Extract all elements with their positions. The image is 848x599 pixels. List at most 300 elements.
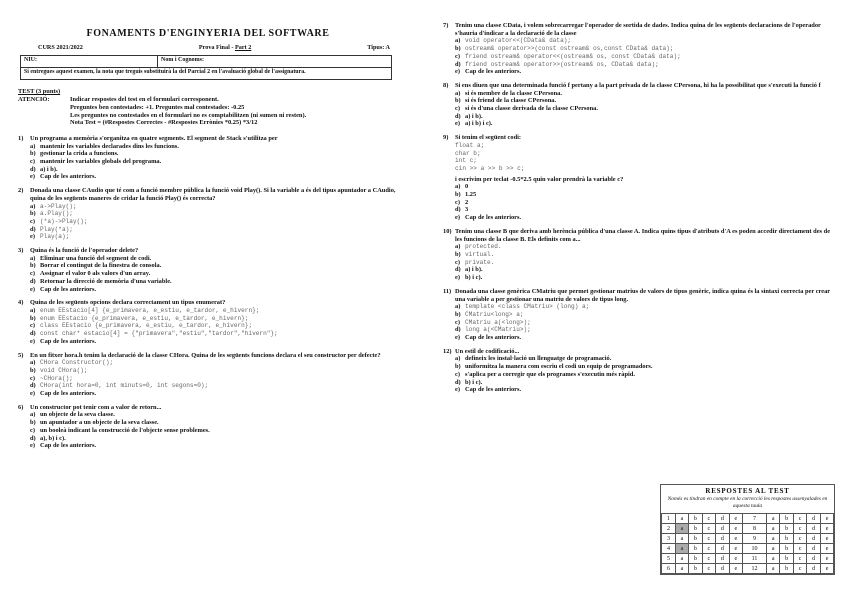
code-line: cin >> a >> b >> c; <box>455 164 525 172</box>
answer-option <box>18 375 398 383</box>
option-text: template <class CMatriu> (long) a; <box>465 303 590 311</box>
question-number-cell: 7 <box>742 514 767 524</box>
course-year: CURS 2021/2022 <box>38 43 83 51</box>
answer-cell[interactable]: a <box>767 554 780 564</box>
answer-option <box>443 113 835 121</box>
option-letter: e) <box>455 334 460 342</box>
exam-type: Tipus: A <box>367 43 390 51</box>
option-text: Eliminar una funció del segment de codi. <box>40 254 152 262</box>
answer-option <box>18 233 398 241</box>
option-text: long a(<CMatriu>); <box>465 326 531 334</box>
question-number: 10) <box>443 227 452 235</box>
option-text: Cap de les anteriors. <box>465 334 522 342</box>
option-text: si és d'una classe derivada de la classe CPersona. <box>465 105 598 113</box>
question-header <box>443 134 835 142</box>
answer-option <box>18 210 398 218</box>
right-column <box>443 0 835 394</box>
option-text: a) i b). <box>40 165 58 173</box>
question-number: 9) <box>443 134 449 142</box>
answer-cell[interactable]: a <box>767 534 780 544</box>
answer-option <box>443 120 835 128</box>
option-text: CHora(int hora=0, int minuts=0, int segons=0); <box>40 382 209 390</box>
answer-cell[interactable]: a <box>767 564 780 574</box>
option-letter: a) <box>455 37 461 45</box>
question <box>443 228 835 282</box>
question-header <box>18 404 398 412</box>
option-letter: c) <box>455 370 460 378</box>
answer-cell[interactable]: e <box>821 534 834 544</box>
option-text: b) i c). <box>465 378 483 386</box>
question-header <box>18 135 398 143</box>
question <box>18 299 398 345</box>
answer-cell[interactable]: a <box>676 534 689 544</box>
answer-option <box>18 411 398 419</box>
answer-option <box>443 243 835 251</box>
answer-option <box>18 435 398 443</box>
option-letter: b) <box>30 262 36 270</box>
question <box>443 82 835 128</box>
option-letter: d) <box>455 112 461 120</box>
answer-option <box>443 311 835 319</box>
option-letter: a) <box>455 303 461 311</box>
option-text: friend ostream& operator<<(ostream& os, const CData& data); <box>465 52 681 60</box>
question <box>18 187 398 241</box>
question-number: 2) <box>18 187 24 195</box>
option-text: ~CHora(); <box>40 374 73 382</box>
code-block <box>443 142 835 173</box>
question-number-cell: 2 <box>662 524 676 534</box>
answer-option <box>18 143 398 151</box>
answer-cell[interactable]: d <box>715 514 729 524</box>
question <box>18 404 398 450</box>
option-letter: b) <box>30 366 36 374</box>
option-text: si és membre de la classe CPersona. <box>465 89 562 97</box>
option-text: a->Play(); <box>40 202 77 210</box>
question <box>443 22 835 76</box>
question-number-cell: 8 <box>742 524 767 534</box>
option-text: Borrar el contingut de la finestra de consola. <box>40 262 162 270</box>
question-number: 1) <box>18 134 24 142</box>
option-text: mantenir les variables declarades dins les funcions. <box>40 142 179 150</box>
question-text: Un estil de codificació... <box>455 347 520 355</box>
option-letter: d) <box>455 206 461 214</box>
question-text: Un programa a memòria s'organitza en quatre segments. El segment de Stack s'utilitza per <box>30 134 278 142</box>
option-text: CMatriu<long> a; <box>465 310 524 318</box>
answer-option <box>443 363 835 371</box>
question-text: Si tenim el següent codi: <box>455 134 522 142</box>
option-letter: d) <box>30 277 36 285</box>
option-letter: a) <box>455 183 461 191</box>
option-letter: e) <box>455 214 460 222</box>
option-letter: b) <box>455 363 461 371</box>
answer-option <box>18 359 398 367</box>
answer-option <box>443 259 835 267</box>
answer-row <box>662 544 834 554</box>
answer-option <box>18 203 398 211</box>
question-number-cell: 5 <box>662 554 676 564</box>
exam-title: FONAMENTS D'ENGINYERIA DEL SOFTWARE <box>86 28 330 39</box>
option-letter: b) <box>30 210 36 218</box>
answer-row <box>662 514 834 524</box>
answer-cell[interactable]: c <box>794 524 807 534</box>
question-number-cell: 12 <box>742 564 767 574</box>
question <box>443 348 835 394</box>
answer-option <box>443 274 835 282</box>
answer-option <box>443 105 835 113</box>
answer-option <box>443 379 835 387</box>
option-text: protected. <box>465 243 502 251</box>
question-number: 7) <box>443 22 449 29</box>
exam-note: Si entregues aquest examen, la nota que treguis substituirà la del Parcial 2 en l'avaluació global de l'assignatura. <box>21 68 392 80</box>
answer-option <box>18 218 398 226</box>
option-text: 1.25 <box>465 191 477 199</box>
answer-cell[interactable]: b <box>780 554 794 564</box>
answer-cell[interactable]: c <box>794 534 807 544</box>
answer-cell[interactable]: b <box>780 514 794 524</box>
answer-option <box>443 206 835 214</box>
option-letter: c) <box>455 52 460 60</box>
answer-cell[interactable]: c <box>794 514 807 524</box>
option-text: CHora Constructor(); <box>40 359 114 367</box>
question-text: Un constructor pot tenir com a valor de retorn... <box>30 403 162 411</box>
answer-cell[interactable]: d <box>715 544 729 554</box>
option-text: enum EEstacio {e_primavera, e_estiu, e_tardor, e_hivern}; <box>40 314 249 322</box>
answer-cell[interactable]: e <box>821 514 834 524</box>
answer-cell[interactable]: c <box>702 554 715 564</box>
answer-option <box>18 330 398 338</box>
code-line: float a; <box>455 141 485 149</box>
option-letter: b) <box>30 419 36 427</box>
answer-cell[interactable]: c <box>794 554 807 564</box>
question-text: En un fitxer hora.h tenim la declaració de la classe CHora. Quina de les següents funcions declara el seu constructor per defecte? <box>30 351 381 359</box>
answer-option <box>18 226 398 234</box>
answer-option <box>18 322 398 330</box>
answer-sheet <box>660 484 835 575</box>
answer-cell[interactable]: b <box>780 524 794 534</box>
answer-option <box>18 270 398 278</box>
option-letter: c) <box>30 158 35 166</box>
option-text: CMatriu a(<long>); <box>465 318 531 326</box>
option-letter: a) <box>30 142 36 150</box>
answer-row <box>662 534 834 544</box>
answer-cell[interactable]: e <box>729 524 742 534</box>
answer-option <box>18 150 398 158</box>
option-letter: a) <box>455 89 461 97</box>
answer-cell[interactable]: d <box>715 554 729 564</box>
option-letter: e) <box>455 386 460 394</box>
option-letter: a) <box>455 243 461 251</box>
question-text: Donada una classe genèrica CMatriu que permet gestionar matrius de valors de tipus genèric, indica quina és la sintaxi correcta per crear una variable a per gestionar una matriu de valors de tipus long. <box>455 287 831 303</box>
instruction-line: Les preguntes no contestades en el formulari no es comptabilitzen (ni sumen ni resten). <box>70 111 307 119</box>
answer-cell[interactable]: a <box>676 514 689 524</box>
answer-cell[interactable]: c <box>794 544 807 554</box>
answer-option <box>18 390 398 398</box>
question <box>18 247 398 293</box>
option-letter: d) <box>30 330 36 338</box>
question-header <box>18 187 398 202</box>
option-text: a.Play(); <box>40 210 73 218</box>
answer-grid <box>661 513 834 574</box>
answer-option <box>18 286 398 294</box>
left-column <box>18 0 398 450</box>
option-text: const char* estacio[4] = {"primavera","estiu","tardor","hivern"}; <box>40 330 278 338</box>
answer-cell[interactable]: d <box>715 534 729 544</box>
student-info-table <box>20 55 392 80</box>
question-text: Quina és la funció de l'operador delete? <box>30 247 139 255</box>
answer-cell[interactable]: d <box>807 554 821 564</box>
option-text: Cap de les anteriors. <box>40 442 97 450</box>
option-text: a), b) i c). <box>40 434 66 442</box>
option-letter: e) <box>30 173 35 181</box>
option-text: Retornar la direcció de memòria d'una variable. <box>40 277 172 285</box>
option-letter: e) <box>455 274 460 282</box>
answer-option <box>18 166 398 174</box>
answer-cell[interactable]: d <box>807 524 821 534</box>
option-letter: c) <box>30 322 35 330</box>
atencio-label: ATENCIÓ: <box>18 96 50 104</box>
option-letter: e) <box>455 120 460 128</box>
option-letter: c) <box>30 426 35 434</box>
answer-cell[interactable]: a <box>767 514 780 524</box>
answer-option <box>18 442 398 450</box>
answer-row <box>662 554 834 564</box>
answer-option <box>18 419 398 427</box>
option-letter: b) <box>455 45 461 53</box>
option-text: 2 <box>465 198 469 206</box>
option-text: un booleà indicant la construcció de l'objecte sense problemes. <box>40 426 210 434</box>
answer-cell[interactable]: b <box>688 554 702 564</box>
question-number: 3) <box>18 247 24 255</box>
answer-cell[interactable]: a <box>676 554 689 564</box>
option-text: Play(*a); <box>40 225 73 233</box>
answer-cell[interactable]: c <box>702 544 715 554</box>
code-line: int c; <box>455 157 477 165</box>
question <box>18 135 398 181</box>
option-letter: c) <box>30 217 35 225</box>
option-text: b) i c). <box>465 274 483 282</box>
question-number-cell: 9 <box>742 534 767 544</box>
answer-cell[interactable]: c <box>702 534 715 544</box>
option-text: (*a)->Play(); <box>40 217 88 225</box>
answer-cell[interactable]: b <box>688 514 702 524</box>
option-letter: e) <box>30 337 35 345</box>
option-letter: c) <box>455 105 460 113</box>
answer-cell[interactable]: c <box>702 564 715 574</box>
option-text: gestionar la crida a funcions. <box>40 150 119 158</box>
question-number-cell: 1 <box>662 514 676 524</box>
answer-option <box>18 382 398 390</box>
answer-cell[interactable]: e <box>729 534 742 544</box>
answer-option <box>443 53 835 61</box>
test-heading: TEST (3 punts) <box>18 88 61 96</box>
option-letter: b) <box>30 150 36 158</box>
question-text: i escrivim per teclat -0.5*2.5 quin valor prendrà la variable c? <box>455 175 624 183</box>
question-header <box>18 247 398 255</box>
option-letter: a) <box>30 359 36 367</box>
answer-row <box>662 524 834 534</box>
option-letter: a) <box>30 306 36 314</box>
answer-option <box>443 37 835 45</box>
answer-option <box>18 255 398 263</box>
question-number: 5) <box>18 351 24 359</box>
answer-cell[interactable]: a <box>676 564 689 574</box>
question-header <box>18 352 398 360</box>
question-number: 6) <box>18 403 24 411</box>
answer-row <box>662 564 834 574</box>
answer-option <box>443 97 835 105</box>
option-text: s'aplica per a corregir que els programes s'executin més ràpid. <box>465 370 635 378</box>
option-text: Cap de les anteriors. <box>40 337 97 345</box>
answer-option <box>443 319 835 327</box>
option-letter: e) <box>30 233 35 241</box>
question-number-cell: 10 <box>742 544 767 554</box>
option-text: virtual. <box>465 250 495 258</box>
option-text: un objecte de la seva classe. <box>40 411 115 419</box>
option-letter: b) <box>455 191 461 199</box>
answer-option <box>443 214 835 222</box>
question-text: Donada una classe CAudio que té com a funció membre pública la funció void Play(). Si la variable a és del tipus apuntador a CAudio, quina de les següents maneres de cridar la funció Play() és correcta? <box>30 187 396 202</box>
answer-cell[interactable]: e <box>821 554 834 564</box>
option-letter: e) <box>455 68 460 76</box>
option-letter: d) <box>455 266 461 274</box>
answer-cell[interactable]: a <box>676 544 689 554</box>
option-text: un apuntador a un objecte de la seva classe. <box>40 419 159 427</box>
answer-cell[interactable]: d <box>807 544 821 554</box>
option-text: Cap de les anteriors. <box>40 390 97 398</box>
questions-right <box>443 22 835 394</box>
option-letter: d) <box>30 225 36 233</box>
option-text: Assignar el valor 0 als valors d'un array. <box>40 270 151 278</box>
answer-option <box>18 315 398 323</box>
answer-option <box>18 307 398 315</box>
answer-option <box>18 173 398 181</box>
code-line: char b; <box>455 149 481 157</box>
answer-cell[interactable]: d <box>807 514 821 524</box>
option-letter: a) <box>30 411 36 419</box>
option-text: a) i b) i c). <box>465 120 493 128</box>
question-text: Tenim una classe CData, i volem sobrecarregar l'operador de sortida de dades. Indica quina de les següents declaracions de l'operador s'hauria d'indicar a la declaració de la classe <box>455 22 821 37</box>
answer-cell[interactable]: c <box>702 514 715 524</box>
answer-option <box>18 278 398 286</box>
answer-cell[interactable]: b <box>780 534 794 544</box>
answer-cell[interactable]: e <box>821 544 834 554</box>
option-text: Play(a); <box>40 233 70 241</box>
answer-sheet-title: RESPOSTES AL TEST <box>705 487 790 495</box>
answer-option <box>443 191 835 199</box>
option-text: Cap de les anteriors. <box>465 68 522 76</box>
question-text: Tenim una classe B que deriva amb herència pública d'una classe A. Indica quins tipus d'atributs d'A es poden accedir directament des de les funcions de la classe B. Els definits com a... <box>455 227 831 243</box>
option-letter: d) <box>455 326 461 334</box>
answer-cell[interactable]: c <box>794 564 807 574</box>
answer-option <box>443 386 835 394</box>
option-text: a) i b). <box>465 112 483 120</box>
answer-option <box>443 334 835 342</box>
answer-option <box>443 251 835 259</box>
instruction-line: Preguntes ben contestades: +1. Preguntes mal contestades: -0.25 <box>70 103 245 111</box>
question-number: 4) <box>18 299 24 307</box>
name-field[interactable]: Nom i Cognoms: <box>158 56 392 68</box>
answer-cell[interactable]: b <box>688 524 702 534</box>
answer-option <box>443 61 835 69</box>
question-number: 12) <box>443 347 452 355</box>
answer-option <box>443 68 835 76</box>
answer-option <box>443 371 835 379</box>
option-text: void operator<<(CData& data); <box>465 37 572 45</box>
answer-cell[interactable]: b <box>688 564 702 574</box>
instruction-line: Nota Test = (#Respostes Correctes - #Respostes Errònies *0.25) *3/12 <box>70 119 258 127</box>
answer-cell[interactable]: e <box>729 554 742 564</box>
answer-option <box>443 199 835 207</box>
option-letter: d) <box>30 434 36 442</box>
option-text: uniformitza la manera com escriu el codi un equip de programadors. <box>465 363 653 371</box>
answer-option <box>18 338 398 346</box>
answer-sheet-note: Només es tindran en compte en la correcció les respostes assenyalades en aquesta taula <box>667 496 828 509</box>
option-text: private. <box>465 258 495 266</box>
question-header <box>443 348 835 356</box>
answer-cell[interactable]: a <box>676 524 689 534</box>
question-number: 11) <box>443 287 452 295</box>
option-letter: b) <box>455 97 461 105</box>
answer-option <box>443 266 835 274</box>
option-text: Cap de les anteriors. <box>465 214 522 222</box>
answer-cell[interactable]: b <box>780 564 794 574</box>
question-text: Si ens diuen que una determinada funció f pertany a la part privada de la classe CPersona, hi ha la possibilitat que s'executi la funció f <box>455 81 821 89</box>
question-text: Quina de les següents opcions declara correctament un tipus enumerat? <box>30 299 226 307</box>
answer-cell[interactable]: b <box>780 544 794 554</box>
answer-option <box>18 262 398 270</box>
answer-cell[interactable]: e <box>729 564 742 574</box>
option-text: class EEstacio {e_primavera, e_estiu, e_tardor, e_hivern}; <box>40 322 253 330</box>
answer-cell[interactable]: e <box>729 514 742 524</box>
answer-cell[interactable]: d <box>807 564 821 574</box>
question <box>18 352 398 398</box>
option-text: Cap de les anteriors. <box>465 386 522 394</box>
exam-meta <box>38 44 390 52</box>
option-letter: e) <box>30 285 35 293</box>
question-header <box>443 288 835 303</box>
exam-part: Prova Final - Part 2 <box>198 43 252 51</box>
question-number: 8) <box>443 81 449 89</box>
answer-cell[interactable]: e <box>821 524 834 534</box>
option-letter: c) <box>455 318 460 326</box>
option-text: si és friend de la classe CPersona. <box>465 97 557 105</box>
question-number-cell: 3 <box>662 534 676 544</box>
answer-cell[interactable]: a <box>767 544 780 554</box>
option-letter: a) <box>30 202 36 210</box>
option-letter: b) <box>455 250 461 258</box>
answer-cell[interactable]: d <box>715 524 729 534</box>
answer-cell[interactable]: b <box>688 544 702 554</box>
answer-cell[interactable]: e <box>821 564 834 574</box>
answer-cell[interactable]: e <box>729 544 742 554</box>
option-text: ostream& operator>>(const ostream& os,const CData& data); <box>465 45 674 53</box>
question <box>443 134 835 222</box>
instruction-line: Indicar respostes del test en el formulari corresponent. <box>70 96 219 104</box>
question-number-cell: 4 <box>662 544 676 554</box>
answer-option <box>18 367 398 375</box>
answer-cell[interactable]: c <box>702 524 715 534</box>
niu-field[interactable]: NIU: <box>21 56 158 68</box>
option-text: defineix les instal·lació un llenguatge de programació. <box>465 355 612 363</box>
option-text: mantenir les variables globals del programa. <box>40 158 162 166</box>
answer-cell[interactable]: a <box>767 524 780 534</box>
answer-cell[interactable]: d <box>807 534 821 544</box>
option-letter: e) <box>30 390 35 398</box>
answer-cell[interactable]: d <box>715 564 729 574</box>
answer-cell[interactable]: b <box>688 534 702 544</box>
answer-option <box>18 427 398 435</box>
option-letter: b) <box>30 314 36 322</box>
